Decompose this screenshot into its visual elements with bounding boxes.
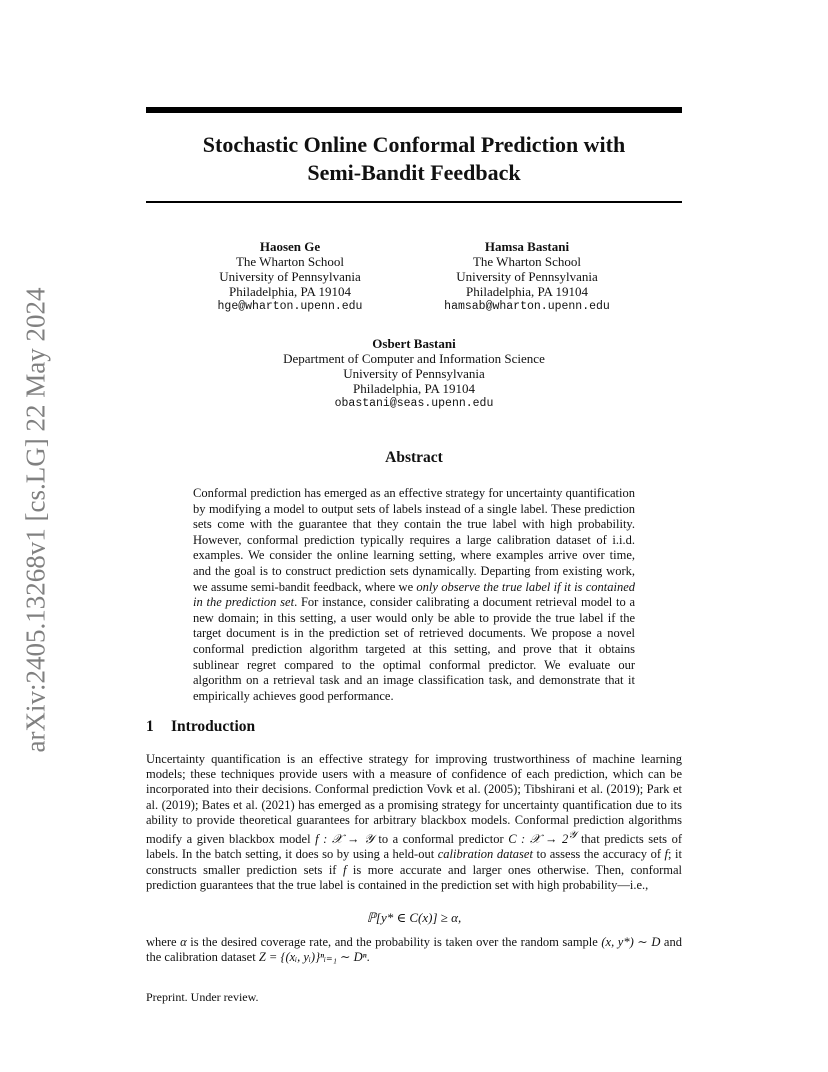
title-rule — [146, 201, 682, 203]
abstract-heading: Abstract — [385, 449, 443, 466]
intro-text: that predicts sets of labels. In the batch setting, it does so by using a held-out — [146, 832, 682, 862]
intro-text: and the calibration dataset — [146, 935, 682, 965]
intro-text: . — [366, 950, 370, 965]
author-email: hge@wharton.upenn.edu — [217, 300, 363, 313]
intro-text: where — [146, 935, 181, 949]
abstract-body — [193, 486, 635, 704]
author-email: hamsab@wharton.upenn.edu — [444, 300, 610, 313]
author-block — [214, 336, 614, 411]
author-address: Philadelphia, PA 19104 — [353, 381, 475, 396]
inline-math: (x, y*) ∼ D — [601, 935, 661, 949]
intro-text: ; it constructs smaller prediction sets if — [146, 847, 682, 877]
author-name: Haosen Ge — [259, 239, 321, 254]
equation-text: ℙ[y* ∈ C(x)] ≥ α, — [366, 910, 462, 925]
footer-note: Preprint. Under review. — [146, 990, 259, 1004]
arxiv-stamp — [18, 280, 54, 760]
author-affiliation: The Wharton School — [472, 254, 582, 269]
title-line-2: Semi-Bandit Feedback — [307, 160, 521, 185]
author-affiliation: Department of Computer and Information Science — [283, 351, 545, 366]
author-address: Philadelphia, PA 19104 — [466, 284, 588, 299]
inline-math: f : 𝒳 → 𝒴 — [315, 832, 374, 847]
display-equation — [146, 910, 682, 926]
inline-math: f — [342, 862, 347, 877]
author-email: obastani@seas.upenn.edu — [334, 397, 494, 410]
intro-text: to assess the accuracy of — [532, 847, 665, 862]
arxiv-stamp-text: arXiv:2405.13268v1 [cs.LG] 22 May 2024 — [20, 287, 51, 753]
author-affiliation: University of Pennsylvania — [456, 269, 598, 284]
author-affiliation: University of Pennsylvania — [343, 366, 485, 381]
inline-math-superscript: 𝒴 — [568, 830, 577, 842]
author-affiliation: The Wharton School — [235, 254, 345, 269]
inline-math: α — [180, 935, 187, 949]
author-name: Osbert Bastani — [372, 336, 456, 351]
intro-paragraph — [146, 752, 682, 893]
abstract-text: Conformal prediction has emerged as an effective strategy for uncertainty quantification by modifying a model to output sets of labels instead of a single label. These prediction sets come with the guarantee that they contain the true label with high probability. However, conformal prediction typically requires a large calibration dataset of i.i.d. examples. We consider the online learning setting, where examples arrive over time, and the goal is to construct prediction sets dynamically. Departing from existing work, we assume semi-bandit feedback, where we — [193, 486, 635, 594]
section-number: 1 — [146, 718, 154, 735]
intro-text: is the desired coverage rate, and the probability is taken over the random sample — [186, 935, 602, 949]
section-heading — [146, 718, 255, 736]
inline-math: C : 𝒳 → 2 — [508, 832, 569, 847]
title-line-1: Stochastic Online Conformal Prediction with — [202, 132, 626, 157]
author-address: Philadelphia, PA 19104 — [229, 284, 351, 299]
abstract-text: . For instance, consider calibrating a document retrieval model to a new domain; in this setting, a user would only be able to provide the true label if the target document is in the prediction set of retrieved documents. We propose a novel conformal prediction algorithm targeted at this setting, and prove that it obtains sublinear regret compared to the optimal conformal predictor. We evaluate our algorithm on a retrieval task and an image classification task, and demonstrate that it empirically achieves good performance. — [193, 595, 636, 703]
intro-text: is more accurate and larger ones otherwise. Then, conformal prediction guarantees that the true label is contained in the prediction set with high probability—i.e., — [146, 862, 682, 892]
author-block — [190, 239, 390, 314]
intro-text: to a conformal predictor — [373, 832, 509, 847]
intro-emphasis: calibration dataset — [437, 847, 533, 862]
section-title: Introduction — [171, 718, 256, 735]
paper-title — [146, 131, 682, 187]
top-rule — [146, 107, 682, 113]
inline-math: Z = {(xᵢ, yᵢ)}ⁿᵢ₌₁ ∼ Dⁿ — [258, 950, 367, 965]
inline-math: f — [664, 847, 669, 862]
intro-paragraph — [146, 935, 682, 965]
intro-text: Uncertainty quantification is an effective strategy for improving trustworthiness of machine learning models; these techniques provide users with a measure of confidence of each prediction, which can be incorporated into their decisions. Conformal prediction Vovk et al. (2005); Tibshirani et al. (2019); Park et al. (2019); Bates et al. (2021) has emerged as a promising strategy for uncertainty quantification due to its ability to provide theoretical guarantees for arbitrary blackbox models. Conformal prediction algorithms modify a given blackbox model — [146, 752, 682, 847]
author-block — [427, 239, 627, 314]
author-name: Hamsa Bastani — [484, 239, 570, 254]
author-affiliation: University of Pennsylvania — [219, 269, 361, 284]
abstract-emphasis: only observe the true label if it is contained in the prediction set — [193, 579, 635, 610]
